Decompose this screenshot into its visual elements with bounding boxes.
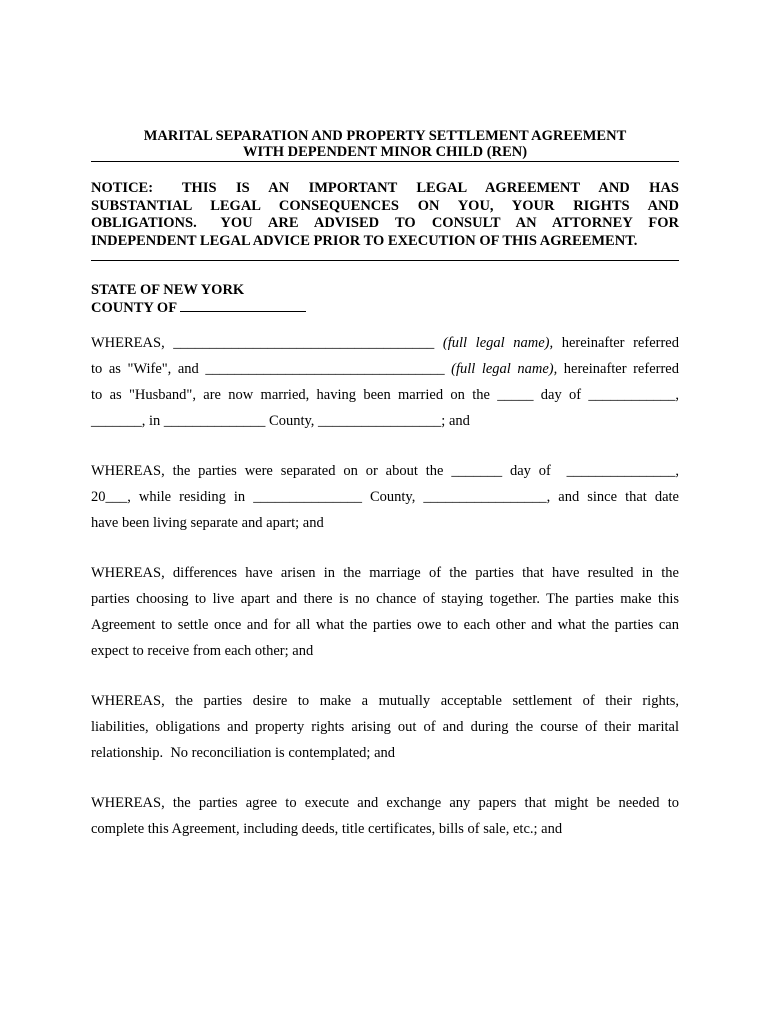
paragraph-line — [91, 356, 679, 382]
whereas-paragraph-4 — [91, 688, 679, 766]
whereas-paragraph-1 — [91, 330, 679, 434]
whereas-paragraph-2 — [91, 458, 679, 536]
paragraph-line: complete this Agreement, including deeds, title certificates, bills of sale, etc.; and — [91, 821, 563, 837]
paragraph-line — [91, 330, 679, 356]
paragraph-line: relationship. No reconciliation is contemplated; and — [91, 745, 396, 761]
italic-note: (full legal name), — [442, 335, 554, 351]
text-segment: hereinafter referred — [557, 361, 679, 377]
venue-block — [91, 281, 679, 317]
text-segment: WHEREAS, ____________________________________ — [91, 335, 443, 351]
paragraph-line: have been living separate and apart; and — [91, 515, 324, 531]
paragraph-line: 20___, while residing in _______________ County, _________________, and since that date — [91, 489, 679, 505]
paragraph-line: WHEREAS, the parties desire to make a mutually acceptable settlement of their rights, — [91, 693, 679, 709]
paragraph-line: WHEREAS, the parties were separated on or about the _______ day of _______________, — [91, 463, 679, 479]
paragraph-line: _______, in ______________ County, _________________; and — [91, 413, 470, 429]
title-line-2: WITH DEPENDENT MINOR CHILD (REN) — [242, 144, 528, 160]
county-line — [91, 299, 679, 317]
paragraph-line: liabilities, obligations and property rights arising out of and during the course of their marital — [91, 719, 679, 735]
text-segment: hereinafter referred — [553, 335, 679, 351]
whereas-paragraph-3 — [91, 560, 679, 664]
county-label: COUNTY OF — [91, 300, 177, 316]
italic-note: (full legal name), — [451, 361, 558, 377]
text-segment: to as "Wife", and _________________________________ — [91, 361, 452, 377]
title-line-1: MARITAL SEPARATION AND PROPERTY SETTLEMENT AGREEMENT — [143, 128, 627, 144]
paragraph-line: parties choosing to live apart and there is no chance of staying together. The parties make this — [91, 591, 679, 607]
county-blank — [180, 299, 306, 312]
notice-line-1: NOTICE: THIS IS AN IMPORTANT LEGAL AGREEMENT AND HAS — [91, 180, 679, 196]
notice-line-3: OBLIGATIONS. YOU ARE ADVISED TO CONSULT AN ATTORNEY FOR — [91, 215, 679, 231]
paragraph-line: Agreement to settle once and for all what the parties owe to each other and what the parties can — [91, 617, 679, 633]
notice-line-4: INDEPENDENT LEGAL ADVICE PRIOR TO EXECUTION OF THIS AGREEMENT. — [91, 232, 638, 249]
paragraph-line: WHEREAS, the parties agree to execute and exchange any papers that might be needed to — [91, 795, 679, 811]
legal-notice — [91, 180, 679, 250]
notice-line-2: SUBSTANTIAL LEGAL CONSEQUENCES ON YOU, YOUR RIGHTS AND — [91, 197, 679, 214]
paragraph-line: expect to receive from each other; and — [91, 643, 314, 659]
document-title — [91, 128, 679, 162]
paragraph-line: WHEREAS, differences have arisen in the marriage of the parties that have resulted in the — [91, 565, 679, 581]
section-divider — [91, 260, 679, 261]
state-line: STATE OF NEW YORK — [91, 282, 245, 298]
document-page — [91, 128, 679, 842]
whereas-paragraph-5 — [91, 790, 679, 842]
paragraph-line: to as "Husband", are now married, having been married on the _____ day of ____________, — [91, 387, 679, 403]
